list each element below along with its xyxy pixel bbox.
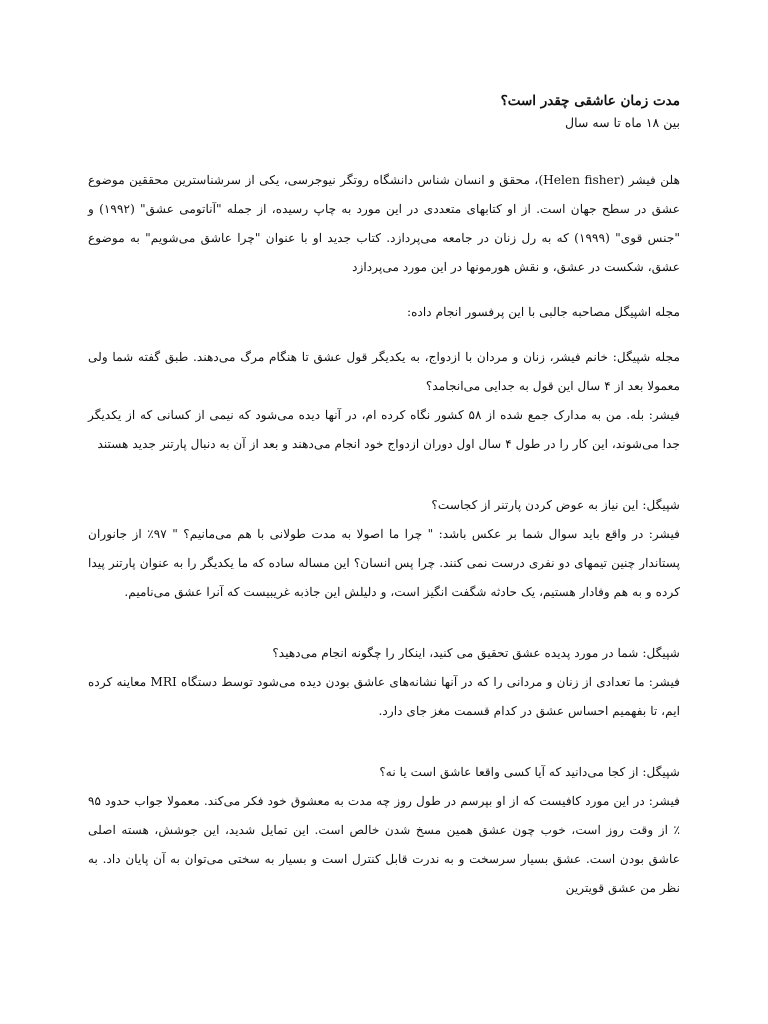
qa2-answer: فیشر: در واقع باید سوال شما بر عکس باشد: " چرا ما اصولا به مدت طولانی با هم می‌مانیم؟ " ۹۷٪ از جانوران پستاندار چنین تیمهای دو نفری درست نمی کنند. چرا پس انسان؟ این مساله ساده که ما یکدیگر را به عنوان پارتنر پیدا کرده و به هم وفادار هستیم، یک حادثه شگفت انگیز است، و دلیلش این جاذبه غریبیست که آنرا عشق می‌نامیم. <box>88 527 680 599</box>
qa3-answer: فیشر: ما تعدادی از زنان و مردانی را که در آنها نشانه‌های عاشق بودن دیده می‌شود توسط دستگاه MRI معاینه کرده ایم، تا بفهمیم احساس عشق در کدام قسمت مغز جای دارد. <box>88 675 681 718</box>
article-title: مدت زمان عاشقی چقدر است؟ <box>500 93 680 109</box>
document-page <box>88 90 680 903</box>
qa4-answer: فیشر: در این مورد کافیست که از او بپرسم در طول روز چه مدت به معشوق خود فکر می‌کند. معمولا جواب حدود ۹۵ ٪ از وقت روز است، خوب چون عشق همین مسخ شدن خالص است. این تمایل شدید، این جوشش، هسته اصلی عاشق بودن است. عشق بسیار سرسخت و به ندرت قابل کنترل است و بسیار به سختی می‌توان به آن پایان داد. به نظر من عشق قویترین <box>88 794 680 895</box>
qa1-question: مجله شپیگل: خانم فیشر، زنان و مردان با ازدواج، به یکدیگر قول عشق تا هنگام مرگ می‌دهند. طبق گفته شما ولی معمولا بعد از ۴ سال این قول به جدایی می‌انجامد؟ <box>88 350 680 393</box>
interview-note: مجله اشپیگل مصاحبه جالبی با این پرفسور انجام داده: <box>406 305 680 319</box>
qa3-question: شپیگل: شما در مورد پدیده عشق تحقیق می کنید، اینکار را چگونه انجام می‌دهید؟ <box>272 646 680 660</box>
intro-paragraph: هلن فیشر (Helen fisher)، محقق و انسان شناس دانشگاه روتگر نیوجرسی، یکی از سرشناسترین محققین موضوع عشق در سطح جهان است. از او کتابهای متعددی در این مورد به چاپ رسیده، از جمله "آناتومی عشق" (۱۹۹۲) و "جنس قوی" (۱۹۹۹) که به رل زنان در جامعه می‌پردازد. کتاب جدید او با عنوان "چرا عاشق می‌شویم" به موضوع عشق، شکست در عشق، و نقش هورمونها در این مورد می‌پردازد <box>88 173 680 274</box>
qa4-question: شپیگل: از کجا می‌دانید که آیا کسی واقعا عاشق است یا نه؟ <box>379 765 680 779</box>
article-subtitle: بین ۱۸ ماه تا سه سال <box>565 115 680 130</box>
qa1-answer: فیشر: بله. من به مدارک جمع شده از ۵۸ کشور نگاه کرده ام، در آنها دیده می‌شود که نیمی از کسانی که از یکدیگر جدا می‌شوند، این کار را در طول ۴ سال اول دوران ازدواج خود انجام می‌دهند و بعد از آن به دنبال پارتنر جدید هستند <box>88 408 680 451</box>
qa2-question: شپیگل: این نیاز به عوض کردن پارتنر از کجاست؟ <box>431 498 680 512</box>
